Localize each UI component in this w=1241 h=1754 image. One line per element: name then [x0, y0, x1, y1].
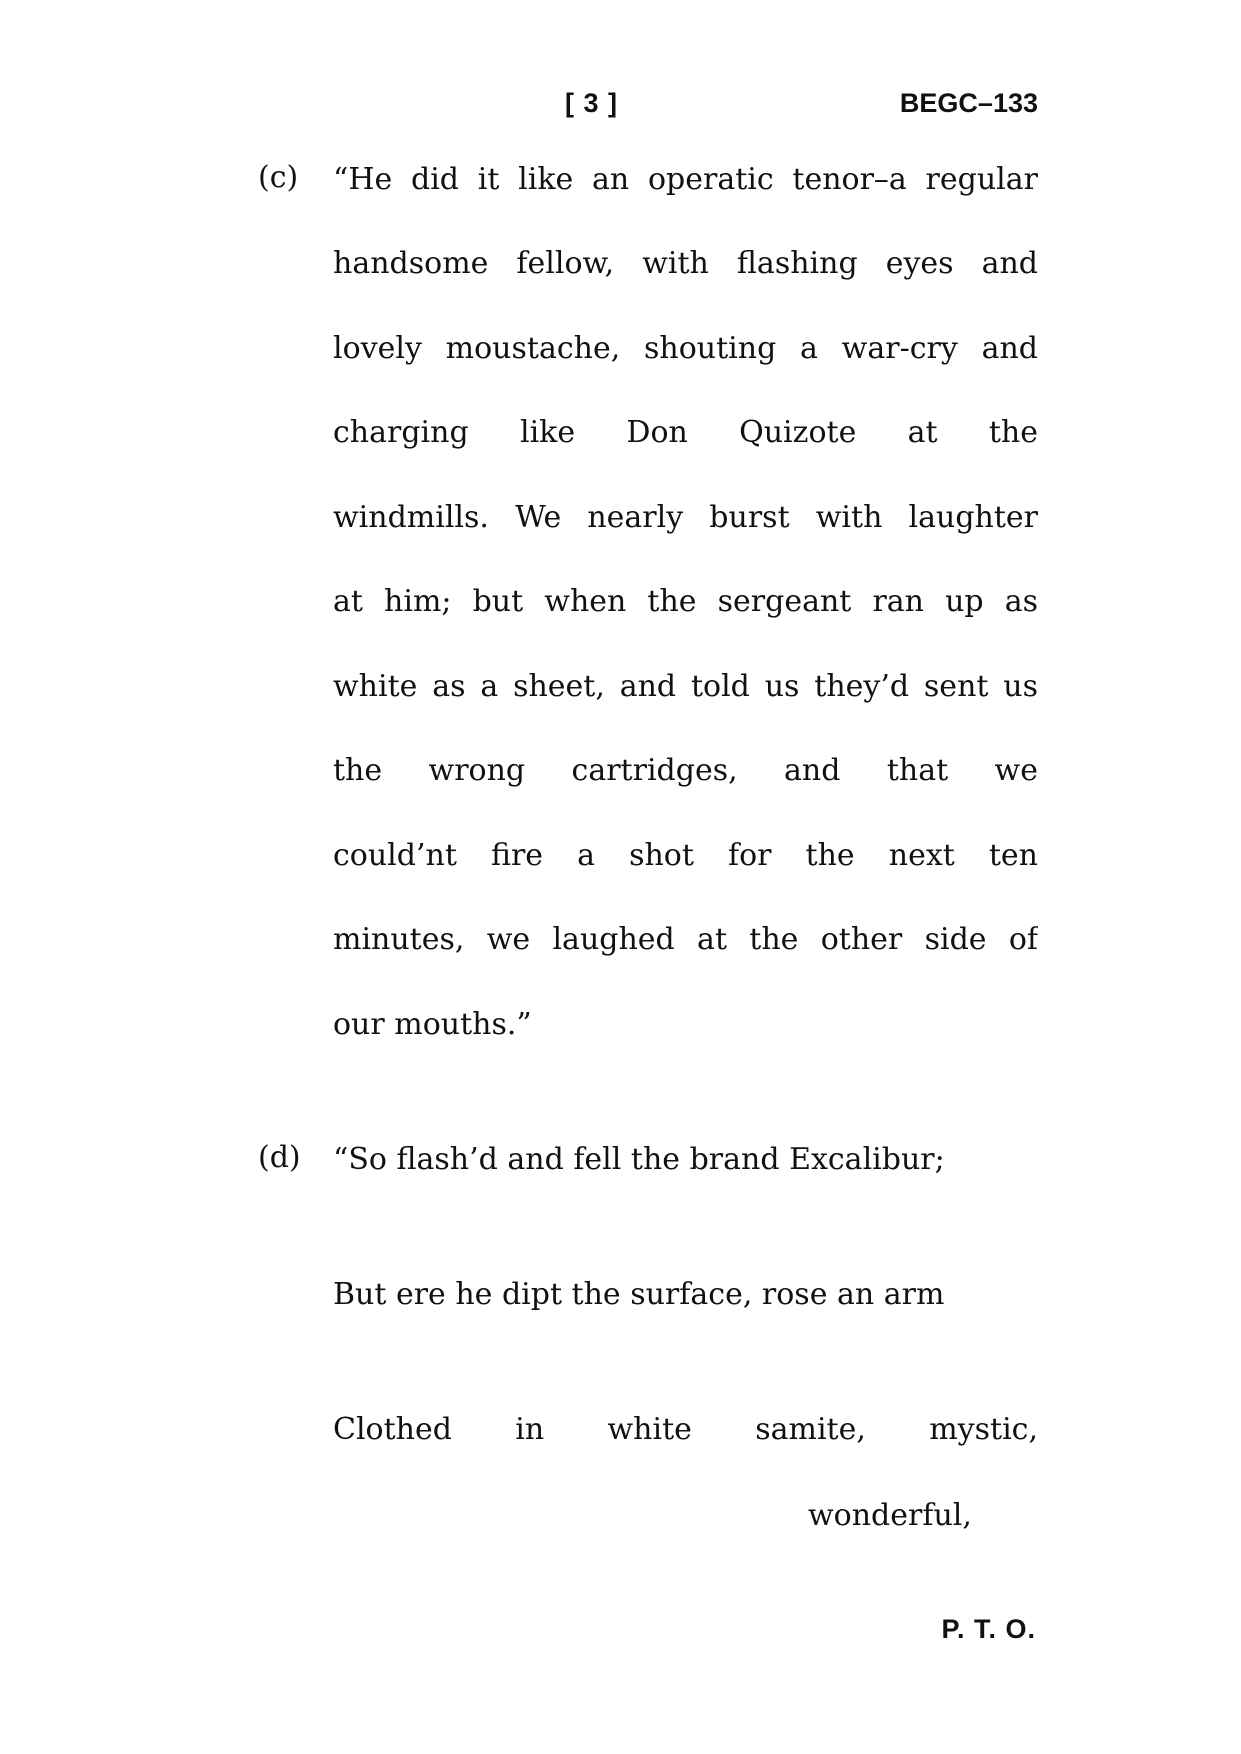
question-c-line-4: charging like Don Quizote at the: [333, 415, 1038, 450]
course-code: BEGC–133: [899, 88, 1038, 118]
question-c-line-5: windmills. We nearly burst with laughter: [333, 500, 1038, 535]
question-c-line-9: could’nt fire a shot for the next ten: [333, 838, 1038, 873]
page-header-number: [ 3 ]: [565, 88, 619, 118]
question-c-line-2: handsome fellow, with flashing eyes and: [333, 246, 1038, 281]
question-c-label: (c): [258, 160, 299, 195]
question-c-line-11: our mouths.”: [333, 1007, 532, 1042]
question-d-line-1: “So flash’d and fell the brand Excalibur;: [333, 1142, 945, 1177]
question-d-label: (d): [258, 1140, 301, 1175]
question-c-line-3: lovely moustache, shouting a war-cry and: [333, 331, 1038, 366]
pto-label: P. T. O.: [941, 1614, 1036, 1644]
question-c-line-6: at him; but when the sergeant ran up as: [333, 584, 1038, 619]
question-c-line-7: white as a sheet, and told us they’d sent us: [333, 669, 1038, 704]
question-c-line-10: minutes, we laughed at the other side of: [333, 922, 1038, 957]
question-c-line-8: the wrong cartridges, and that we: [333, 753, 1038, 788]
question-d-line-2: But ere he dipt the surface, rose an arm: [333, 1277, 945, 1312]
question-d-line-4: wonderful,: [808, 1498, 972, 1533]
question-d-line-3: Clothed in white samite, mystic,: [333, 1412, 1038, 1447]
question-c-line-1: “He did it like an operatic tenor–a regular: [333, 162, 1038, 197]
